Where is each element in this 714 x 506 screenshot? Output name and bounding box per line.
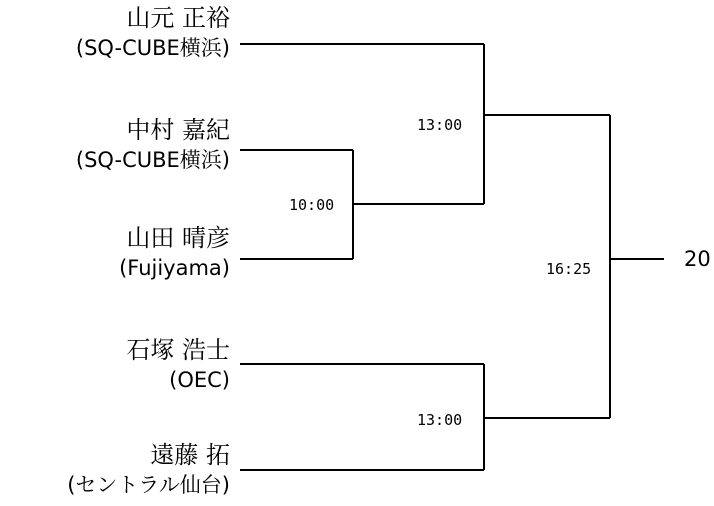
player-team: (セントラル仙台) xyxy=(67,473,230,497)
match-time-final: 16:25 xyxy=(546,260,592,278)
player-entry-endo xyxy=(67,440,230,500)
player-entry-yamamoto xyxy=(76,3,230,63)
player-name: 山田 晴彦 xyxy=(126,224,230,252)
player-entry-nakamura xyxy=(76,115,230,175)
player-team: (OEC) xyxy=(169,368,230,392)
player-team: (SQ-CUBE横浜) xyxy=(75,148,230,172)
player-name: 山元 正裕 xyxy=(126,4,230,32)
player-entry-ishizuka xyxy=(126,335,230,395)
player-name: 遠藤 拓 xyxy=(150,441,230,469)
match-time-semifinal-top: 13:00 xyxy=(417,116,463,134)
player-team: (Fujiyama) xyxy=(119,256,230,280)
player-entry-yamada xyxy=(119,223,230,283)
final-label: 20 xyxy=(684,247,711,271)
player-name: 中村 嘉紀 xyxy=(126,116,230,144)
player-name: 石塚 浩士 xyxy=(126,336,230,364)
match-time-nakamura-yamada: 10:00 xyxy=(289,196,335,214)
player-team: (SQ-CUBE横浜) xyxy=(75,36,230,60)
match-time-semifinal-bottom: 13:00 xyxy=(417,411,463,429)
